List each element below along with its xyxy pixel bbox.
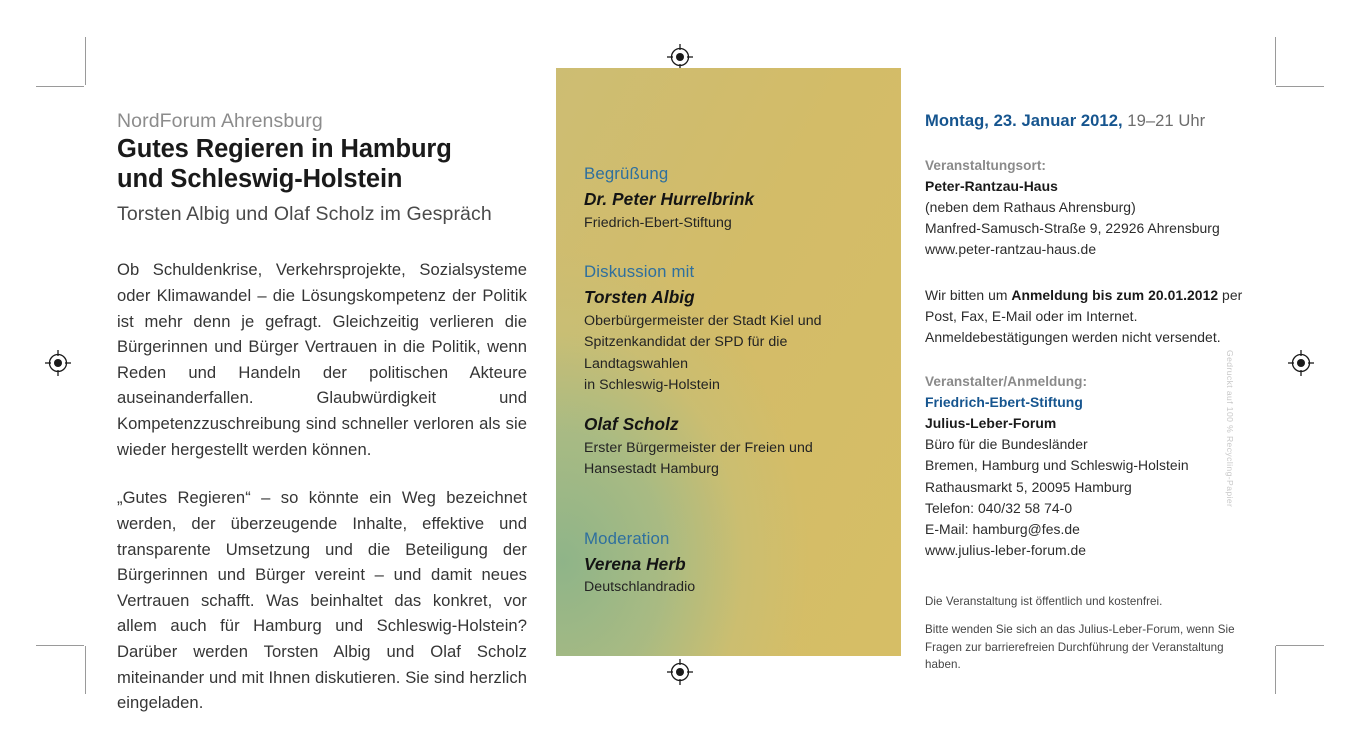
organizer-foundation: Friedrich-Ebert-Stiftung — [925, 394, 1083, 411]
intro-paragraph-1: Ob Schuldenkrise, Verkehrsprojekte, Sozialsysteme oder Klimawandel – die Lösungskompetenz der Politik ist mehr denn je gefragt. Gleichzeitig verlieren die Bürgerinnen und Bürger Vertrauen in die Politik, wenn Reden und Handeln der politischen Akteure auseinanderfallen. Glaubwürdigkeit und Kompetenzzuschreibung sind schneller verloren als sie wieder hergestellt werden können. — [117, 260, 527, 459]
recycling-paper-note: Gedruckt auf 100 % Recycling-Papier — [1225, 350, 1235, 508]
crop-mark-bottom-right-vertical — [1275, 646, 1276, 694]
registration-note-prefix: Wir bitten um — [925, 286, 1012, 303]
page-title-line-2: und Schleswig-Holstein — [117, 165, 403, 194]
crop-mark-bottom-right-horizontal — [1276, 645, 1324, 646]
footnotes-block — [925, 593, 1245, 674]
right-info-column — [925, 110, 1245, 674]
moderator-name: Verena Herb — [584, 553, 686, 574]
page-title — [117, 135, 527, 195]
registration-deadline: Anmeldung bis zum 20.01.2012 — [1011, 286, 1219, 303]
program-panel — [556, 68, 901, 656]
moderation-label: Moderation — [584, 528, 670, 548]
left-content-column — [117, 108, 527, 716]
organizer-line-3: Rathausmarkt 5, 20095 Hamburg — [925, 478, 1132, 495]
crop-mark-top-left-horizontal — [36, 86, 84, 87]
spacer-greeting-discussion — [584, 234, 884, 261]
speaker-2-role-line-2: Hansestadt Hamburg — [584, 461, 719, 478]
speaker-1-role-line-3: in Schleswig-Holstein — [584, 377, 720, 394]
speaker-2-role — [584, 438, 884, 481]
organizer-email[interactable]: E-Mail: hamburg@fes.de — [925, 520, 1080, 537]
footnote-accessibility: Bitte wenden Sie sich an das Julius-Leber-Forum, wenn Sie Fragen zur barrierefreien Durchführung der Veranstaltung haben. — [925, 623, 1235, 672]
greeting-label: Begrüßung — [584, 164, 669, 183]
event-time: 19–21 Uhr — [1122, 111, 1206, 130]
registration-mark-left-center — [45, 350, 71, 376]
registration-mark-top-center — [667, 44, 693, 70]
moderator-role: Deutschlandradio — [584, 579, 696, 596]
crop-mark-bottom-left-horizontal — [36, 645, 84, 646]
footnote-free-admission: Die Veranstaltung ist öffentlich und kostenfrei. — [925, 595, 1163, 609]
crop-mark-top-right-vertical — [1275, 37, 1276, 85]
intro-paragraph-2: „Gutes Regieren“ – so könnte ein Weg bezeichnet werden, der überzeugende Inhalte, effektive und transparente Umsetzung und die Beteiligung der Bürgerinnen und Bürger vereint – und damit neues Vertrauen schafft. Was beinhaltet das konkret, vor allem auch für Hamburg und Schleswig-Holstein? Darüber werden Torsten Albig und Olaf Scholz miteinander und mit Ihnen diskutieren. Sie sind herzlich eingeladen. — [117, 488, 527, 713]
speaker-1-name: Torsten Albig — [584, 286, 695, 307]
page-title-line-1: Gutes Regieren in Hamburg — [117, 135, 452, 164]
registration-block — [925, 285, 1245, 349]
speaker-1-role — [584, 311, 884, 397]
registration-mark-bottom-center — [667, 659, 693, 685]
spacer-speaker-1-2 — [584, 397, 884, 410]
crop-mark-top-left-vertical — [85, 37, 86, 85]
speaker-1-role-line-2: Spitzenkandidat der SPD für die Landtagswahlen — [584, 334, 788, 372]
organizer-line-1: Büro für die Bundesländer — [925, 436, 1088, 453]
venue-block — [925, 156, 1245, 260]
organizer-website[interactable]: www.julius-leber-forum.de — [925, 541, 1087, 558]
venue-label: Veranstaltungsort: — [925, 158, 1046, 174]
discussion-label: Diskussion mit — [584, 262, 695, 282]
organizer-line-2: Bremen, Hamburg und Schleswig-Holstein — [925, 457, 1189, 474]
greeting-speaker-role: Friedrich-Ebert-Stiftung — [584, 214, 732, 231]
venue-name: Peter-Rantzau-Haus — [925, 178, 1058, 195]
series-kicker: NordForum Ahrensburg — [117, 110, 323, 132]
crop-mark-top-right-horizontal — [1276, 86, 1324, 87]
organizer-block — [925, 372, 1245, 561]
spacer-discussion-moderation — [584, 481, 884, 528]
organizer-label: Veranstalter/Anmeldung: — [925, 374, 1088, 390]
venue-website[interactable]: www.peter-rantzau-haus.de — [925, 241, 1097, 258]
registration-note — [925, 285, 1245, 349]
registration-note-suffix: per Post, Fax, E-Mail oder im Internet. Anmeldebestätigungen werden nicht versendet. — [925, 286, 1243, 346]
event-date-line — [925, 110, 1245, 132]
speaker-1-role-line-1: Oberbürgermeister der Stadt Kiel und — [584, 312, 822, 329]
organizer-phone: Telefon: 040/32 58 74-0 — [925, 499, 1073, 516]
event-date: Montag, 23. Januar 2012, — [925, 111, 1123, 130]
crop-mark-bottom-left-vertical — [85, 646, 86, 694]
speaker-2-role-line-1: Erster Bürgermeister der Freien und — [584, 439, 813, 456]
speaker-2-name: Olaf Scholz — [584, 413, 679, 434]
program-panel-content — [584, 163, 884, 599]
page-subtitle: Torsten Albig und Olaf Scholz im Gespräch — [117, 202, 492, 225]
organizer-name: Julius-Leber-Forum — [925, 415, 1057, 432]
greeting-speaker-name: Dr. Peter Hurrelbrink — [584, 188, 755, 209]
venue-line-1: (neben dem Rathaus Ahrensburg) — [925, 199, 1136, 216]
venue-line-2: Manfred-Samusch-Straße 9, 22926 Ahrensburg — [925, 220, 1220, 237]
registration-mark-right-center — [1288, 350, 1314, 376]
